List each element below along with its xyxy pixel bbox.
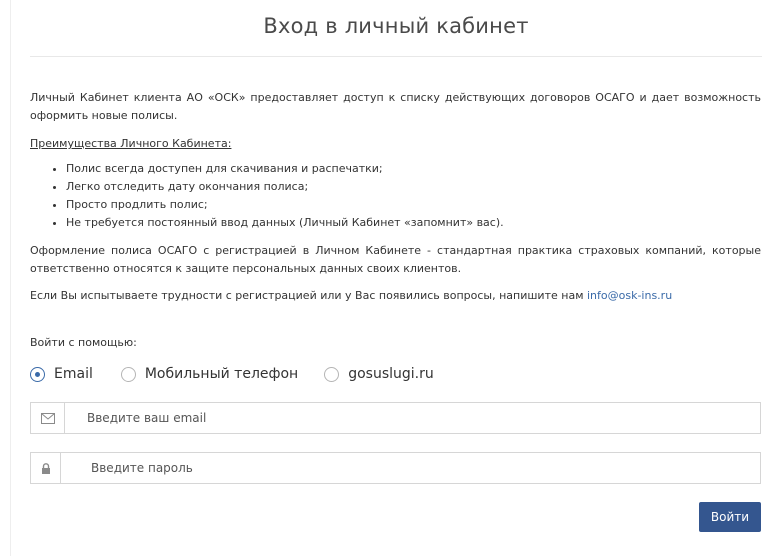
list-item: • Легко отследить дату окончания полиса; [66,178,504,196]
benefits-heading: Преимущества Личного Кабинета: [30,137,232,150]
list-item: • Полис всегда доступен для скачивания и распечатки; [66,160,504,178]
radio-phone-label: Мобильный телефон [144,366,299,382]
radio-email-label: Email [54,366,93,382]
benefits-list [30,160,504,232]
email-input[interactable] [65,403,760,433]
title-divider [30,56,762,57]
lock-icon [31,453,61,483]
contact-paragraph [30,287,672,305]
list-item: • Просто продлить полис; [66,196,504,214]
page-title: Вход в личный кабинет [263,14,529,38]
privacy-paragraph: Оформление полиса ОСАГО с регистрацией в Личном Кабинете - стандартная практика страховых компаний, которые ответственно относятся к защите персональных данных своих клиентов. [30,244,761,275]
radio-button-checked[interactable] [30,367,45,382]
radio-button[interactable] [324,367,339,382]
password-field-group [30,452,761,484]
radio-dot [35,372,40,377]
radio-gosuslugi-label: gosuslugi.ru [348,366,434,382]
login-method-label: Войти с помощью: [30,336,137,349]
email-field-group [30,402,761,434]
password-input[interactable] [61,453,760,483]
login-button[interactable]: Войти [699,502,761,532]
list-item: • Не требуется постоянный ввод данных (Личный Кабинет «запомнит» вас). [66,214,504,232]
radio-button[interactable] [121,367,136,382]
envelope-icon [31,403,65,433]
radio-email[interactable] [30,366,93,382]
radio-phone[interactable] [121,366,298,382]
contact-text: Если Вы испытываете трудности с регистрацией или у Вас появились вопросы, напишите нам [30,289,587,302]
contact-email-link[interactable]: info@osk-ins.ru [586,289,673,302]
radio-gosuslugi[interactable] [324,366,434,382]
intro-paragraph: Личный Кабинет клиента АО «ОСК» предоставляет доступ к списку действующих договоров ОСАГО и дает возможность оформить новые полисы. [30,91,761,122]
login-method-group [30,363,434,385]
